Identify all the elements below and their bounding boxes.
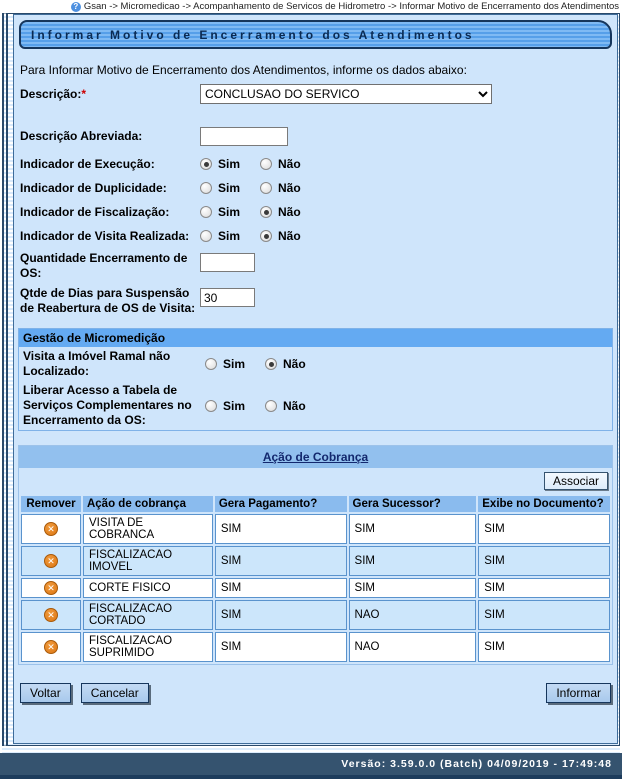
radio-sim[interactable] [205,358,217,370]
acao-cobranca-header [19,446,612,468]
cell-gera-pagamento: SIM [215,632,347,662]
col-acao: Ação de cobrança [83,496,213,512]
page-title: Informar Motivo de Encerramento dos Atendimentos [31,28,475,42]
radio-nao-label: Não [278,157,301,171]
form-row-indicador-duplicidade [20,177,613,199]
help-icon[interactable]: ? [71,2,81,12]
bottom-strip [0,775,622,779]
version-text: Versão: 3.59.0.0 (Batch) 04/09/2019 - 17:49:48 [341,758,612,770]
radio-sim-label: Sim [223,398,246,413]
remove-icon[interactable]: ✕ [44,522,58,536]
required-asterisk: * [81,86,87,101]
radio-sim-label: Sim [218,205,241,219]
remove-icon[interactable]: ✕ [44,608,58,622]
radio-sim[interactable] [200,158,212,170]
cell-exibe-documento: SIM [478,578,610,598]
remove-icon[interactable]: ✕ [44,554,58,568]
form-row-visita-imovel [19,347,612,381]
remove-icon[interactable]: ✕ [44,581,58,595]
visita-imovel-label: Visita a Imóvel Ramal não Localizado: [23,349,171,378]
radio-sim[interactable] [200,230,212,242]
cell-acao: CORTE FISICO [83,578,213,598]
page-frame [2,13,620,746]
qtd-dias-input[interactable] [200,288,255,307]
breadcrumb [0,0,622,13]
col-gera-sucessor: Gera Sucessor? [349,496,477,512]
cell-gera-pagamento: SIM [215,600,347,630]
descricao-abreviada-input[interactable] [200,127,288,146]
descricao-abreviada-label: Descrição Abreviada: [20,128,143,143]
descricao-select[interactable] [200,84,492,104]
qtd-dias-label: Qtde de Dias para Suspensão de Reabertura de OS de Visita: [20,286,196,315]
radio-nao[interactable] [260,158,272,170]
col-remover: Remover [21,496,81,512]
cell-gera-sucessor: NAO [349,600,477,630]
cell-gera-pagamento: SIM [215,514,347,544]
radio-nao[interactable] [260,206,272,218]
micromedicao-section [18,328,613,431]
form-row-indicador-visita [20,225,613,247]
radio-sim[interactable] [200,182,212,194]
liberar-acesso-label: Liberar Acesso a Tabela de Serviços Complementares no Encerramento da OS: [23,383,192,427]
acao-cobranca-link[interactable]: Ação de Cobrança [262,450,369,464]
remove-icon[interactable]: ✕ [44,640,58,654]
informar-button[interactable]: Informar [546,683,611,703]
indicador-duplicidade-label: Indicador de Duplicidade: [20,180,167,195]
intro-text: Para Informar Motivo de Encerramento dos Atendimentos, informe os dados abaixo: [20,63,467,77]
footer-gap [2,746,620,753]
cell-exibe-documento: SIM [478,546,610,576]
qtd-encerramento-input[interactable] [200,253,255,272]
main-panel [13,14,618,744]
radio-sim[interactable] [200,206,212,218]
table-row [21,578,610,598]
form-row-descricao [20,83,613,105]
radio-nao-label: Não [278,229,301,243]
table-row [21,514,610,544]
table-header-row [21,496,610,512]
cell-exibe-documento: SIM [478,600,610,630]
buttons-row [20,683,611,703]
form-row-indicador-execucao [20,153,613,175]
acao-cobranca-section [18,445,613,665]
radio-nao[interactable] [260,230,272,242]
cell-acao: FISCALIZACAO SUPRIMIDO [83,632,213,662]
table-row [21,632,610,662]
breadcrumb-text: Gsan -> Micromedicao -> Acompanhamento de Servicos de Hidrometro -> Informar Motivo de Encerramento dos Atendimentos [83,1,619,12]
table-row [21,546,610,576]
cell-gera-sucessor: NAO [349,632,477,662]
cell-gera-sucessor: SIM [349,578,477,598]
descricao-label: Descrição:* [20,86,87,101]
form-row-indicador-fiscalizacao [20,201,613,223]
cell-gera-pagamento: SIM [215,578,347,598]
cancelar-button[interactable]: Cancelar [81,683,149,703]
radio-nao-label: Não [278,181,301,195]
radio-sim-label: Sim [223,357,246,371]
form-row-liberar-acesso [19,381,612,430]
footer-bar [0,753,622,775]
indicador-fiscalizacao-label: Indicador de Fiscalização: [20,204,170,219]
qtd-encerramento-label: Quantidade Encerramento de OS: [20,251,188,280]
associar-row [19,468,612,494]
cell-acao: FISCALIZACAO IMOVEL [83,546,213,576]
cell-gera-sucessor: SIM [349,514,477,544]
cell-gera-pagamento: SIM [215,546,347,576]
radio-sim-label: Sim [218,229,241,243]
col-exibe-documento: Exibe no Documento? [478,496,610,512]
form-row-qtd-encerramento [20,251,613,281]
radio-nao[interactable] [265,400,277,412]
radio-nao-label: Não [278,205,301,219]
associar-button[interactable]: Associar [544,472,608,490]
indicador-execucao-label: Indicador de Execução: [20,156,155,171]
radio-nao-label: Não [283,357,306,371]
cell-gera-sucessor: SIM [349,546,477,576]
radio-nao[interactable] [265,358,277,370]
page-title-bar [19,20,612,49]
radio-sim-label: Sim [218,157,241,171]
cell-acao: VISITA DE COBRANCA [83,514,213,544]
indicador-visita-label: Indicador de Visita Realizada: [20,228,190,243]
radio-sim[interactable] [205,400,217,412]
voltar-button[interactable]: Voltar [20,683,71,703]
form-row-descricao-abreviada [20,125,613,147]
micromedicao-section-title: Gestão de Micromedição [19,329,612,347]
cell-exibe-documento: SIM [478,632,610,662]
cell-acao: FISCALIZACAO CORTADO [83,600,213,630]
col-gera-pagamento: Gera Pagamento? [215,496,347,512]
radio-sim-label: Sim [218,181,241,195]
radio-nao[interactable] [260,182,272,194]
radio-nao-label: Não [283,398,306,413]
table-row [21,600,610,630]
acao-cobranca-table [19,494,612,664]
cell-exibe-documento: SIM [478,514,610,544]
form-row-qtd-dias [20,286,613,316]
